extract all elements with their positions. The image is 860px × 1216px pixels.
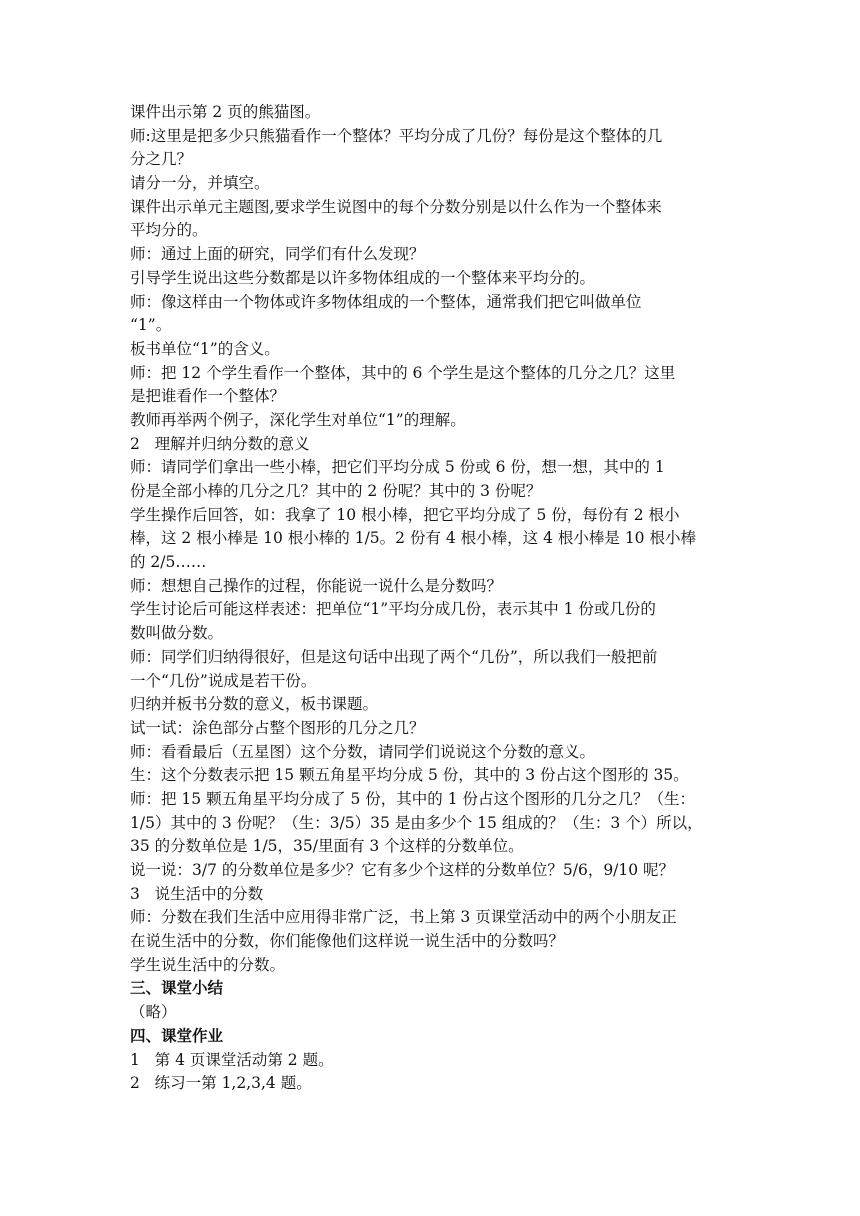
text-line: 师：看看最后（五星图）这个分数，请同学们说说这个分数的意义。 xyxy=(130,742,596,761)
text-line: 数叫做分数。 xyxy=(130,624,224,643)
text-line: 份是全部小棒的几分之几？其中的 2 份呢？其中的 3 份呢？ xyxy=(130,482,542,500)
text-line: 的 2/5…… xyxy=(130,553,207,572)
section-heading: 四、课堂作业 xyxy=(130,1026,224,1045)
text-line: 师：同学们归纳得很好，但是这句话中出现了两个“几份”，所以我们一般把前 xyxy=(130,647,658,666)
text-line: 2 练习一第 1,2,3,4 题。 xyxy=(130,1074,312,1093)
text-line: 教师再举两个例子，深化学生对单位“1”的理解。 xyxy=(130,410,466,429)
text-line: 说一说：3/7 的分数单位是多少？它有多少个这样的分数单位？5/6，9/10 呢？ xyxy=(130,861,675,879)
document-body xyxy=(130,101,740,1096)
text-line: 在说生活中的分数，你们能像他们这样说一说生活中的分数吗？ xyxy=(130,932,565,951)
text-line: 分之几？ xyxy=(130,150,193,169)
text-line: 35 的分数单位是 1/5，35/里面有 3 个这样的分数单位。 xyxy=(130,837,524,856)
text-line: 3 说生活中的分数 xyxy=(130,884,264,903)
text-line: 生：这个分数表示把 15 颗五角星平均分成 5 份，其中的 3 份占这个图形的 35。 xyxy=(130,766,689,785)
text-line: 板书单位“1”的含义。 xyxy=(130,339,280,358)
text-line: “1”。 xyxy=(130,316,172,335)
text-line: （略） xyxy=(130,1003,177,1022)
text-line: 引导学生说出这些分数都是以许多物体组成的一个整体来平均分的。 xyxy=(130,268,596,287)
text-line: 归纳并板书分数的意义，板书课题。 xyxy=(130,695,379,714)
text-line: 棒，这 2 根小棒是 10 根小棒的 1/5。2 份有 4 根小棒，这 4 根小棒是 10 根小棒 xyxy=(130,529,696,548)
section-heading: 三、课堂小结 xyxy=(130,979,224,998)
text-line: 师:这里是把多少只熊猫看作一个整体？平均分成了几份？每份是这个整体的几 xyxy=(130,126,663,145)
text-line: 学生操作后回答，如：我拿了 10 根小棒，把它平均分成了 5 份，每份有 2 根小 xyxy=(130,505,680,524)
text-line: 师：请同学们拿出一些小棒，把它们平均分成 5 份或 6 份，想一想，其中的 1 xyxy=(130,458,665,477)
text-line: 试一试：涂色部分占整个图形的几分之几？ xyxy=(130,718,425,737)
text-line: 请分一分，并填空。 xyxy=(130,174,270,193)
text-line: 1 第 4 页课堂活动第 2 题。 xyxy=(130,1050,334,1069)
text-line: 课件出示单元主题图,要求学生说图中的每个分数分别是以什么作为一个整体来 xyxy=(130,197,662,216)
text-line: 平均分的。 xyxy=(130,221,208,240)
text-line: 学生讨论后可能这样表述：把单位“1”平均分成几份，表示其中 1 份或几份的 xyxy=(130,600,656,619)
text-line: 2 理解并归纳分数的意义 xyxy=(130,434,310,453)
text-line: 1/5）其中的 3 份呢？（生：3/5）35 是由多少个 15 组成的？（生：3 个）所以， xyxy=(130,813,703,832)
text-line: 师：想想自己操作的过程，你能说一说什么是分数吗？ xyxy=(130,576,503,595)
text-line: 一个“几份”说成是若干份。 xyxy=(130,671,317,690)
text-line: 学生说生活中的分数。 xyxy=(130,955,286,974)
text-line: 师：像这样由一个物体或许多物体组成的一个整体，通常我们把它叫做单位 xyxy=(130,292,642,311)
text-line: 是把谁看作一个整体？ xyxy=(130,387,286,406)
text-line: 课件出示第 2 页的熊猫图。 xyxy=(130,103,321,121)
text-line: 师：分数在我们生活中应用得非常广泛，书上第 3 页课堂活动中的两个小朋友正 xyxy=(130,908,677,927)
text-line: 师：把 12 个学生看作一个整体，其中的 6 个学生是这个整体的几分之几？这里 xyxy=(130,363,676,382)
text-line: 师：把 15 颗五角星平均分成了 5 份，其中的 1 份占这个图形的几分之几？（生： xyxy=(130,789,696,808)
text-line: 师：通过上面的研究，同学们有什么发现？ xyxy=(130,245,425,264)
